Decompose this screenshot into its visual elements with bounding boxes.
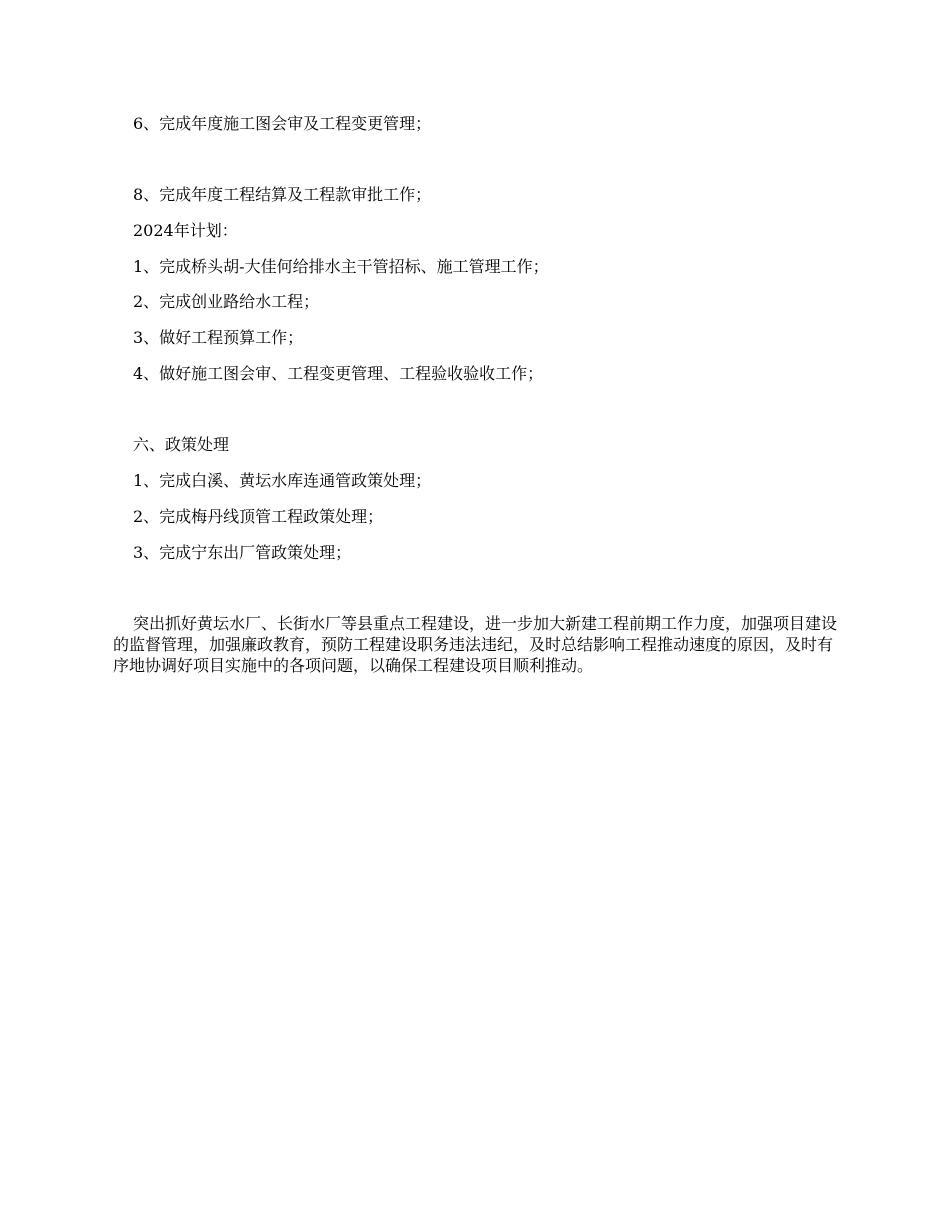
list-item: 1、完成桥头胡-大佳何给排水主干管招标、施工管理工作； [133, 257, 549, 276]
list-item: 2、完成创业路给水工程； [133, 292, 320, 311]
list-item: 3、做好工程预算工作； [133, 328, 304, 347]
list-item: 3、完成宁东出厂管政策处理； [133, 543, 352, 562]
list-item: 6、完成年度施工图会审及工程变更管理； [133, 114, 432, 133]
list-item: 1、完成白溪、黄坛水库连通管政策处理； [133, 471, 432, 490]
list-item: 4、做好施工图会审、工程变更管理、工程验收验收工作； [133, 364, 544, 383]
section-heading: 2024年计划： [133, 221, 238, 240]
summary-paragraph: 突出抓好黄坛水厂、长街水厂等县重点工程建设，进一步加大新建工程前期工作力度，加强项目建设的监督管理，加强廉政教育，预防工程建设职务违法违纪，及时总结影响工程推动速度的原因，及时有序地协调好项目实施中的各项问题，以确保工程建设项目顺利推动。 [113, 614, 838, 675]
section-heading: 六、政策处理 [133, 435, 230, 454]
list-item: 8、完成年度工程结算及工程款审批工作； [133, 185, 432, 204]
list-item: 2、完成梅丹线顶管工程政策处理； [133, 507, 384, 526]
